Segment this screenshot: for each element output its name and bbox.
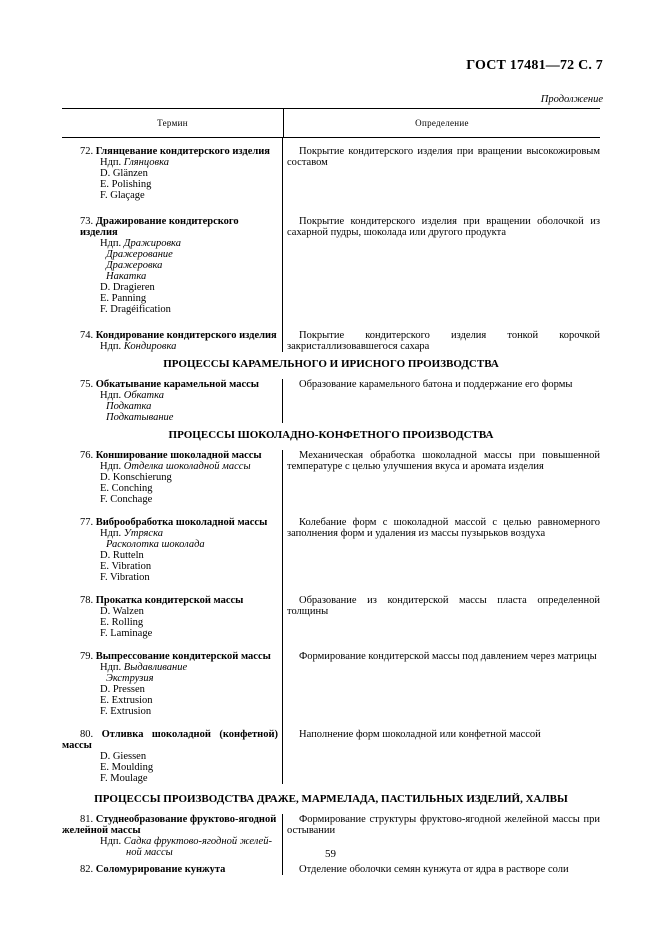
term-number: 75. bbox=[80, 379, 94, 390]
term-number: 79. bbox=[80, 651, 94, 662]
term-foreign: D. Dragieren bbox=[100, 282, 155, 293]
term-definition: Покрытие кондитерского изделия при вращении оболочкой из сахарной пудры, шоколада или другого продукта bbox=[287, 216, 600, 238]
term-synonym: Ндп. Обкатка bbox=[100, 390, 165, 401]
term-foreign: F. Vibration bbox=[100, 572, 150, 583]
term-foreign: E. Panning bbox=[100, 293, 147, 304]
term-name: Обкатывание карамельной массы bbox=[95, 379, 260, 390]
term-definition: Наполнение форм шоколадной или конфетной массой bbox=[299, 729, 541, 740]
term-row-77 bbox=[62, 517, 600, 583]
term-definition: Покрытие кондитерского изделия тонкой корочкой закристаллизовавшегося сахара bbox=[287, 330, 600, 352]
term-number: 80. bbox=[80, 729, 94, 740]
term-number: 76. bbox=[80, 450, 94, 461]
term-synonym: Экструзия bbox=[106, 673, 154, 684]
term-number: 72. bbox=[80, 146, 94, 157]
term-synonym: Ндп. Глянцовка bbox=[100, 157, 169, 168]
term-foreign: E. Conching bbox=[100, 483, 153, 494]
term-row-79 bbox=[62, 651, 600, 717]
term-number: 73. bbox=[80, 216, 94, 227]
term-foreign: D. Rutteln bbox=[100, 550, 144, 561]
term-foreign: D. Glänzen bbox=[100, 168, 148, 179]
term-name: Виброобработка шоколадной массы bbox=[95, 517, 268, 528]
term-foreign: D. Konschierung bbox=[100, 472, 172, 483]
term-foreign: E. Vibration bbox=[100, 561, 152, 572]
term-synonym: Ндп. Отделка шоколадной массы bbox=[100, 461, 251, 472]
term-foreign: F. Extrusion bbox=[100, 706, 152, 717]
term-synonym: Ндп. Дражировка bbox=[100, 238, 181, 249]
term-row-74 bbox=[62, 330, 600, 352]
term-name: Отливка шоколадной (конфетной) bbox=[101, 729, 278, 740]
term-name: Выпрессование кондитерской массы bbox=[95, 651, 271, 662]
term-definition: Формирование структуры фруктово-ягодной желейной массы при остывании bbox=[287, 814, 600, 836]
term-number: 77. bbox=[80, 517, 94, 528]
page-header: ГОСТ 17481—72 С. 7 bbox=[466, 58, 603, 73]
term-foreign: F. Laminage bbox=[100, 628, 153, 639]
term-number: 78. bbox=[80, 595, 94, 606]
term-synonym: ной массы bbox=[126, 847, 173, 858]
term-foreign: F. Glaçage bbox=[100, 190, 145, 201]
section-heading: ПРОЦЕССЫ КАРАМЕЛЬНОГО И ИРИСНОГО ПРОИЗВОДСТВА bbox=[163, 358, 499, 370]
term-foreign: D. Walzen bbox=[100, 606, 144, 617]
continuation-label: Продолжение bbox=[540, 94, 603, 105]
term-row-82 bbox=[62, 864, 600, 875]
term-name: Дражирование кондитерского изделия bbox=[80, 216, 239, 238]
term-row-76 bbox=[62, 450, 600, 505]
term-definition: Образование карамельного батона и поддержание его формы bbox=[299, 379, 573, 390]
term-synonym: Ндп. Кондировка bbox=[100, 341, 177, 352]
term-foreign: E. Extrusion bbox=[100, 695, 153, 706]
terms-table bbox=[62, 108, 600, 875]
section-heading: ПРОЦЕССЫ ШОКОЛАДНО-КОНФЕТНОГО ПРОИЗВОДСТВА bbox=[168, 429, 494, 441]
term-row-73 bbox=[62, 216, 600, 315]
term-name: Кондирование кондитерского изделия bbox=[95, 330, 277, 341]
term-number: 74. bbox=[80, 330, 94, 341]
term-synonym: Ндп. Садка фруктово-ягодной желей- bbox=[100, 836, 272, 847]
term-row-78 bbox=[62, 595, 600, 639]
term-definition: Образование из кондитерской массы пласта определенной толщины bbox=[287, 595, 600, 617]
term-name: Соломурирование кунжута bbox=[95, 864, 226, 875]
term-name: Глянцевание кондитерского изделия bbox=[95, 146, 270, 157]
term-foreign: F. Conchage bbox=[100, 494, 153, 505]
term-foreign: D. Pressen bbox=[100, 684, 145, 695]
term-row-72 bbox=[62, 146, 600, 201]
term-definition: Колебание форм с шоколадной массой с целью равномерного заполнения форм и удаления из массы пузырьков воздуха bbox=[287, 517, 600, 539]
term-row-80 bbox=[62, 729, 600, 784]
term-name: Конширование шоколадной массы bbox=[95, 450, 262, 461]
term-number: 82. bbox=[80, 864, 94, 875]
term-foreign: D. Giessen bbox=[100, 751, 147, 762]
term-synonym: Ндп. Утряска bbox=[100, 528, 163, 539]
term-foreign: E. Rolling bbox=[100, 617, 144, 628]
term-name-continued: желейной массы bbox=[62, 825, 141, 836]
term-name-continued: массы bbox=[62, 740, 92, 751]
term-synonym: Подкатка bbox=[106, 401, 152, 412]
section-heading: ПРОЦЕССЫ ПРОИЗВОДСТВА ДРАЖЕ, МАРМЕЛАДА, ПАСТИЛЬНЫХ ИЗДЕЛИЙ, ХАЛВЫ bbox=[94, 793, 568, 805]
term-synonym: Дражерование bbox=[106, 249, 173, 260]
page-number: 59 bbox=[325, 848, 336, 860]
term-foreign: E. Polishing bbox=[100, 179, 152, 190]
term-number: 81. bbox=[80, 814, 94, 825]
term-synonym: Накатка bbox=[106, 271, 147, 282]
term-synonym: Ндп. Выдавливание bbox=[100, 662, 188, 673]
term-synonym: Подкатывание bbox=[106, 412, 174, 423]
term-name: Прокатка кондитерской массы bbox=[95, 595, 244, 606]
term-foreign: E. Moulding bbox=[100, 762, 154, 773]
column-header-term: Термин bbox=[62, 109, 284, 137]
term-foreign: F. Moulage bbox=[100, 773, 148, 784]
table-header bbox=[62, 109, 600, 138]
term-foreign: F. Dragéification bbox=[100, 304, 171, 315]
term-row-75 bbox=[62, 379, 600, 423]
column-header-definition: Определение bbox=[415, 118, 469, 128]
term-definition: Механическая обработка шоколадной массы при повышенной температуре с целью улучшения вкуса и аромата изделия bbox=[287, 450, 600, 472]
term-definition: Покрытие кондитерского изделия при вращении высокожировым составом bbox=[287, 146, 600, 168]
term-name: Студнеобразование фруктово-ягодной bbox=[95, 814, 277, 825]
term-synonym: Дражеровка bbox=[106, 260, 163, 271]
term-definition: Формирование кондитерской массы под давлением через матрицы bbox=[299, 651, 597, 662]
term-synonym: Расколотка шоколада bbox=[106, 539, 205, 550]
term-definition: Отделение оболочки семян кунжута от ядра в растворе соли bbox=[299, 864, 569, 875]
